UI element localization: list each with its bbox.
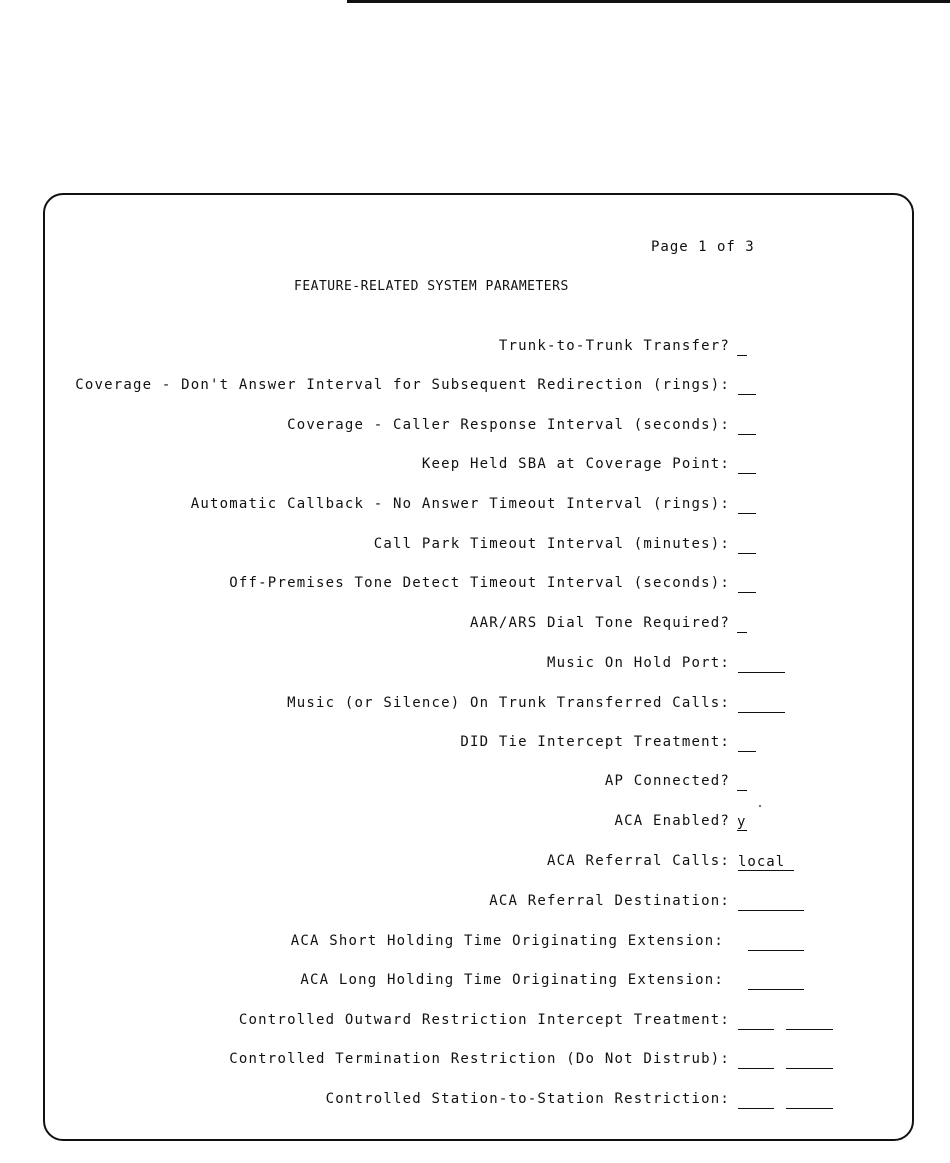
field-label: Controlled Termination Restriction (Do Not Distrub): <box>229 1051 730 1067</box>
form-row <box>0 1051 950 1073</box>
cor-intercept-extension-field[interactable] <box>786 1025 833 1030</box>
field-label: Music (or Silence) On Trunk Transferred Calls: <box>287 695 730 711</box>
form-row <box>0 575 950 597</box>
form-row <box>0 338 950 360</box>
form-row <box>0 536 950 558</box>
field-label: Trunk-to-Trunk Transfer? <box>498 338 730 354</box>
field-label: Call Park Timeout Interval (minutes): <box>373 536 730 552</box>
field-label: AP Connected? <box>604 773 730 789</box>
aca-enabled-field[interactable] <box>737 814 747 831</box>
form-row <box>0 1091 950 1113</box>
field-label: ACA Enabled? <box>614 813 730 829</box>
field-label: Automatic Callback - No Answer Timeout Interval (rings): <box>190 496 730 512</box>
field-label: Controlled Outward Restriction Intercept Treatment: <box>238 1012 730 1028</box>
field-label: Off-Premises Tone Detect Timeout Interval (seconds): <box>229 575 730 591</box>
automatic-callback-timeout-field[interactable] <box>738 509 756 514</box>
ap-connected-field[interactable] <box>737 786 747 791</box>
call-park-timeout-field[interactable] <box>738 549 756 554</box>
field-label: Coverage - Caller Response Interval (seconds): <box>287 417 730 433</box>
form-row <box>0 695 950 717</box>
screen-title: FEATURE-RELATED SYSTEM PARAMETERS <box>294 279 569 294</box>
field-label: ACA Referral Destination: <box>489 893 730 909</box>
ctr-intercept-extension-field[interactable] <box>786 1064 833 1069</box>
field-value: y <box>737 814 747 830</box>
off-premises-tone-detect-field[interactable] <box>738 588 756 593</box>
aca-long-holding-extension-field[interactable] <box>748 985 804 990</box>
aca-referral-destination-field[interactable] <box>738 906 804 911</box>
form-row <box>0 972 950 994</box>
form-row <box>0 1012 950 1034</box>
csr-intercept-type-field[interactable] <box>738 1104 774 1109</box>
cor-intercept-type-field[interactable] <box>738 1025 774 1030</box>
did-tie-intercept-field[interactable] <box>738 747 756 752</box>
form-row <box>0 773 950 795</box>
field-value: local <box>738 854 786 870</box>
field-label: Coverage - Don't Answer Interval for Subsequent Redirection (rings): <box>75 377 730 393</box>
aca-referral-calls-field[interactable] <box>738 854 794 871</box>
music-on-trunk-transferred-field[interactable] <box>738 708 785 713</box>
coverage-caller-response-interval-field[interactable] <box>738 430 756 435</box>
form-row <box>0 377 950 399</box>
scan-speck <box>759 805 761 807</box>
form-row <box>0 496 950 518</box>
form-row <box>0 893 950 915</box>
ctr-intercept-type-field[interactable] <box>738 1064 774 1069</box>
form-row <box>0 615 950 637</box>
aar-ars-dial-tone-field[interactable] <box>737 628 747 633</box>
field-label: DID Tie Intercept Treatment: <box>460 734 730 750</box>
field-label: ACA Long Holding Time Originating Extension: <box>300 972 724 988</box>
form-row <box>0 813 950 835</box>
field-label: Keep Held SBA at Coverage Point: <box>421 456 730 472</box>
trunk-to-trunk-transfer-field[interactable] <box>737 351 747 356</box>
form-row <box>0 417 950 439</box>
page-indicator: Page 1 of 3 <box>651 239 755 255</box>
music-on-hold-port-field[interactable] <box>738 668 785 673</box>
coverage-dont-answer-interval-field[interactable] <box>738 390 756 395</box>
form-row <box>0 734 950 756</box>
field-label: Music On Hold Port: <box>547 655 730 671</box>
field-label: AAR/ARS Dial Tone Required? <box>470 615 730 631</box>
csr-intercept-extension-field[interactable] <box>786 1104 833 1109</box>
field-label: Controlled Station-to-Station Restriction: <box>325 1091 730 1107</box>
form-row <box>0 933 950 955</box>
field-label: ACA Referral Calls: <box>547 853 730 869</box>
form-row <box>0 655 950 677</box>
form-row <box>0 853 950 875</box>
keep-held-sba-field[interactable] <box>738 469 756 474</box>
aca-short-holding-extension-field[interactable] <box>748 946 804 951</box>
form-row <box>0 456 950 478</box>
field-label: ACA Short Holding Time Originating Extension: <box>290 933 724 949</box>
